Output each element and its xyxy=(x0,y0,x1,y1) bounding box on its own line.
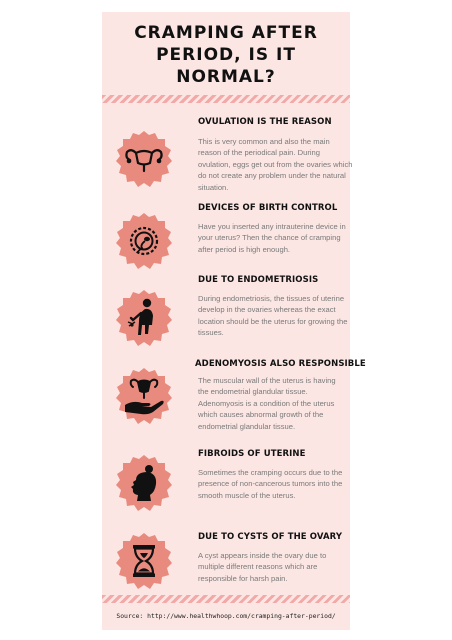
uterus-icon xyxy=(115,130,173,188)
section-text: Have you inserted any intrauterine device in your uterus? Then the chance of cramping after period is high enough. xyxy=(198,222,346,254)
title-line-1: CRAMPING AFTER xyxy=(134,23,318,43)
hand-uterus-icon xyxy=(115,367,173,425)
title-line-3: NORMAL? xyxy=(176,67,276,87)
section-heading: FIBROIDS OF UTERINE xyxy=(198,449,306,459)
title-line-2: PERIOD, IS IT xyxy=(156,45,296,65)
infographic-card xyxy=(102,12,366,630)
woman-head-icon xyxy=(115,454,173,512)
section-text: During endometriosis, the tissues of uterine develop in the ovaries whereas the exact location should be the uterus for growing the tissues. xyxy=(198,294,348,338)
top-stripe-divider xyxy=(102,95,350,103)
section-heading: DEVICES OF BIRTH CONTROL xyxy=(198,203,338,213)
page-title xyxy=(102,22,350,88)
sperm-egg-icon xyxy=(115,212,173,270)
section-heading: DUE TO CYSTS OF THE OVARY xyxy=(198,532,343,542)
section-heading: OVULATION IS THE REASON xyxy=(198,117,332,127)
person-pain-icon xyxy=(115,289,173,347)
source-citation: Source: http://www.healthwhoop.com/cramping-after-period/ xyxy=(116,612,336,620)
section-text: Sometimes the cramping occurs due to the presence of non-cancerous tumors into the smooth muscle of the uterus. xyxy=(198,468,343,500)
bottom-stripe-divider xyxy=(102,595,350,603)
section-heading: ADENOMYOSIS ALSO RESPONSIBLE xyxy=(195,359,366,369)
section-heading: DUE TO ENDOMETRIOSIS xyxy=(198,275,319,285)
hourglass-icon xyxy=(115,532,173,590)
section-text: This is very common and also the main reason of the periodical pain. During ovulation, eggs get out from the ovaries which do not create any problem under the natural situation. xyxy=(198,137,353,192)
section-text: A cyst appears inside the ovary due to multiple different reasons which are responsible for harsh pain. xyxy=(198,551,327,583)
section-text: The muscular wall of the uterus is having the endometrial glandular tissue. Adenomyosis is a condition of the uterus which causes abnormal growth of the endometrial glandular tissue. xyxy=(198,376,336,431)
